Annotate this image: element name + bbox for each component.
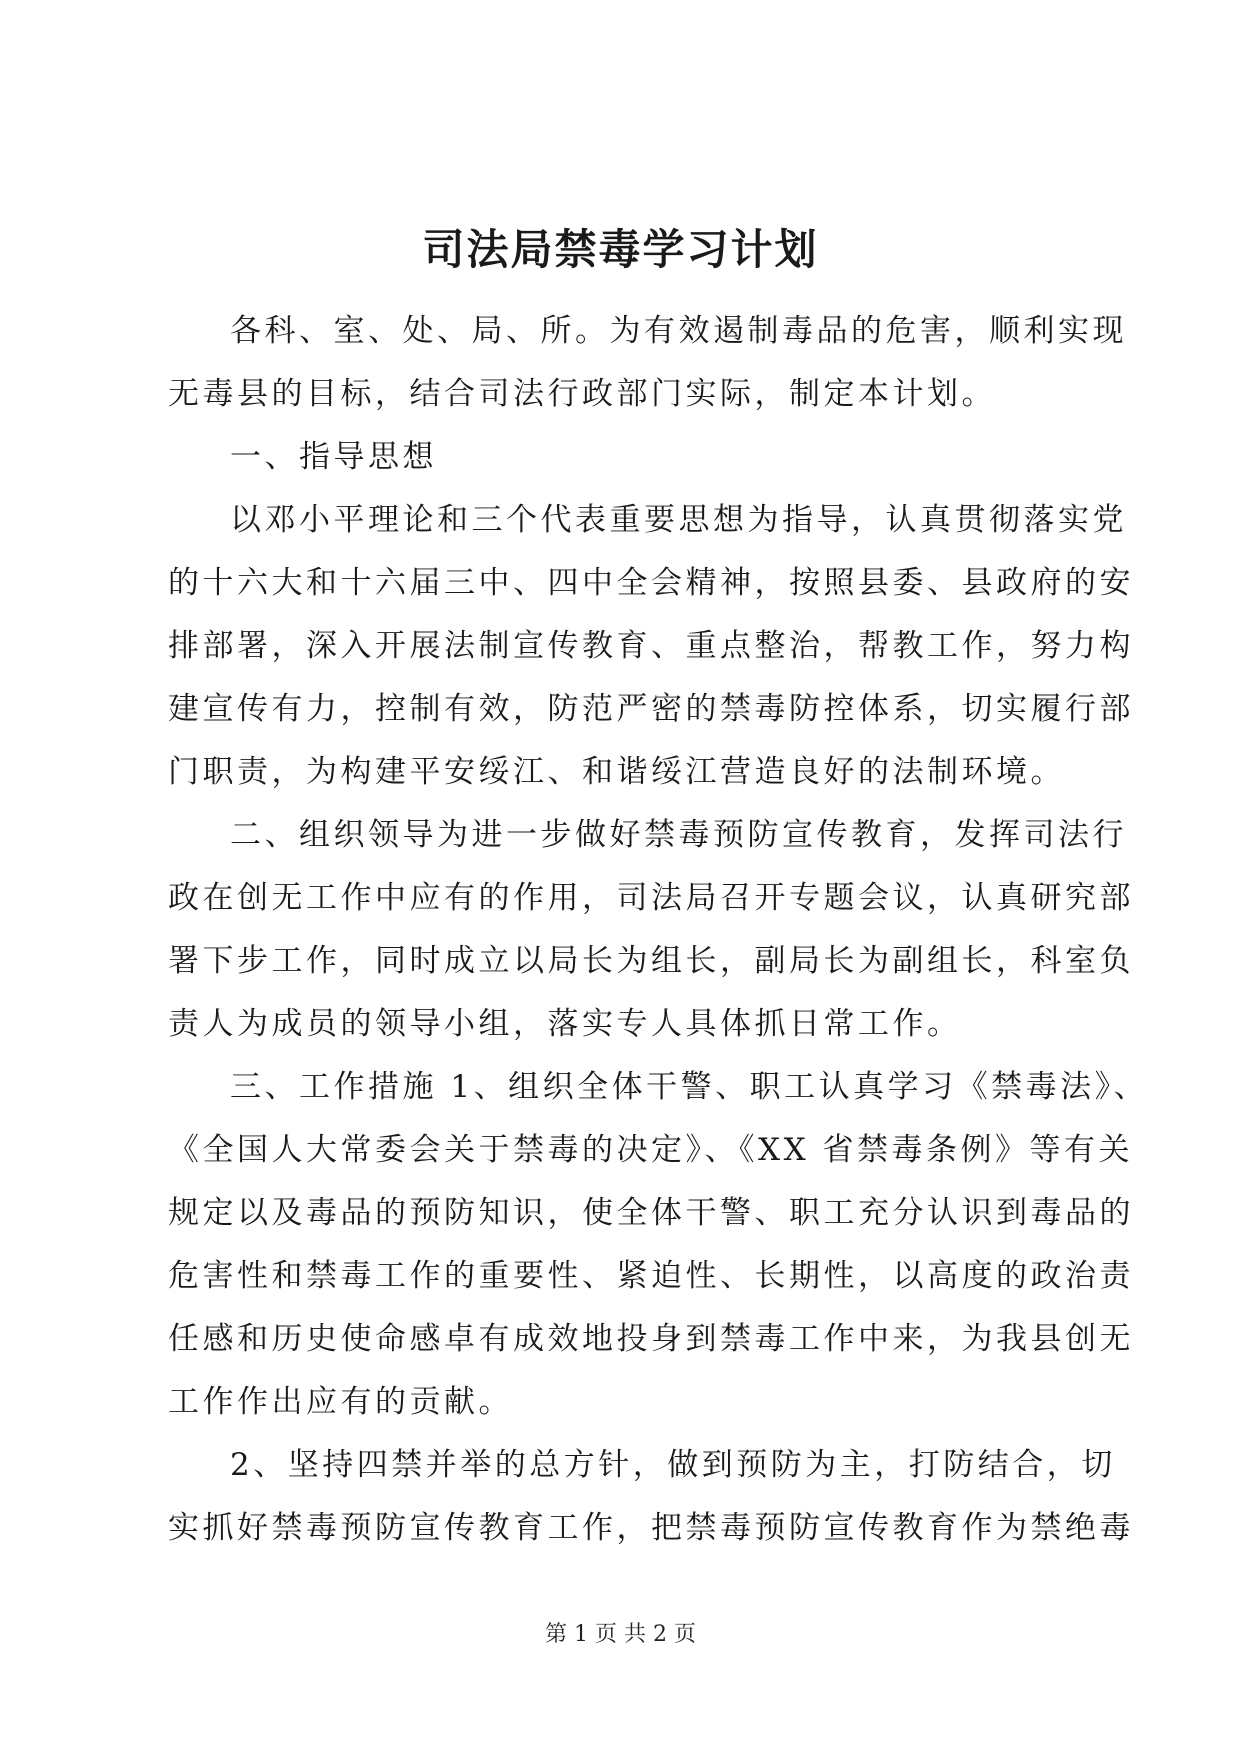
body-text-line: 规定以及毒品的预防知识，使全体干警、职工充分认识到毒品的 (168, 1195, 1134, 1231)
body-text-line: 以邓小平理论和三个代表重要思想为指导，认真贯彻落实党 (230, 502, 1127, 538)
body-text-line: 责人为成员的领导小组，落实专人具体抓日常工作。 (168, 1006, 962, 1042)
document-body (168, 300, 1149, 1560)
document-title: 司法局禁毒学习计划 (422, 225, 819, 274)
body-text-line: 建宣传有力，控制有效，防范严密的禁毒防控体系，切实履行部 (168, 691, 1134, 727)
body-text-line: 政在创无工作中应有的作用，司法局召开专题会议，认真研究部 (168, 880, 1134, 916)
body-text-line: 门职责，为构建平安绥江、和谐绥江营造良好的法制环境。 (168, 754, 1065, 790)
body-text-line: 实抓好禁毒预防宣传教育工作，把禁毒预防宣传教育作为禁绝毒 (168, 1510, 1134, 1546)
body-text-line: 排部署，深入开展法制宣传教育、重点整治，帮教工作，努力构 (168, 628, 1134, 664)
body-text-line: 署下步工作，同时成立以局长为组长，副局长为副组长，科室负 (168, 943, 1134, 979)
body-text-line: 二、组织领导为进一步做好禁毒预防宣传教育，发挥司法行 (230, 817, 1127, 853)
body-text-line: 《全国人大常委会关于禁毒的决定》、《XX 省禁毒条例》等有关 (168, 1132, 1133, 1168)
body-text-line: 无毒县的目标，结合司法行政部门实际，制定本计划。 (168, 376, 996, 412)
body-text-line: 的十六大和十六届三中、四中全会精神，按照县委、县政府的安 (168, 565, 1134, 601)
body-text-line: 任感和历史使命感卓有成效地投身到禁毒工作中来，为我县创无 (168, 1321, 1134, 1357)
page-footer: 第 1 页 共 2 页 (545, 1622, 696, 1647)
body-text-line: 危害性和禁毒工作的重要性、紧迫性、长期性，以高度的政治责 (168, 1258, 1134, 1294)
body-text-line: 工作作出应有的贡献。 (168, 1384, 513, 1420)
body-text-line: 三、工作措施 1、组织全体干警、职工认真学习《禁毒法》、 (230, 1069, 1149, 1105)
body-text-line: 一、指导思想 (230, 439, 437, 475)
body-text-line: 2、坚持四禁并举的总方针，做到预防为主，打防结合，切 (230, 1447, 1116, 1483)
body-text-line: 各科、室、处、局、所。为有效遏制毒品的危害，顺利实现 (230, 313, 1127, 349)
